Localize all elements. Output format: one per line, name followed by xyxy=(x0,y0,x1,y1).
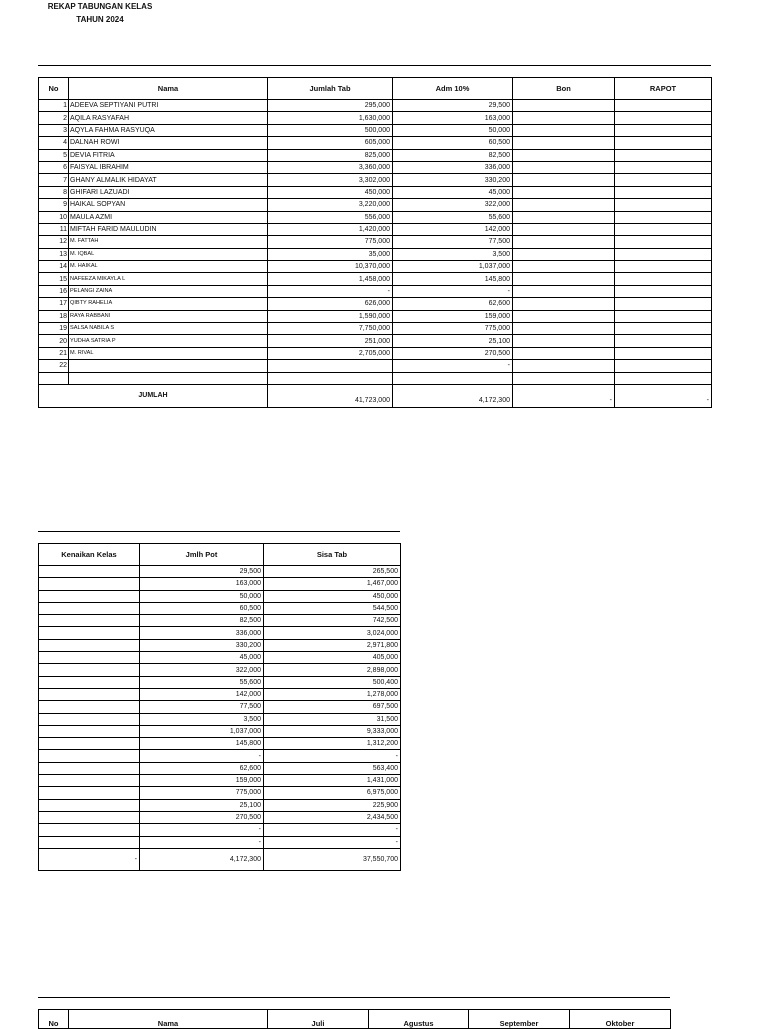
cell-jumlah-tab: 1,458,000 xyxy=(268,273,393,285)
cell-jmlh-pot: 60,500 xyxy=(140,602,264,614)
table-row xyxy=(39,725,401,737)
cell-adm: 50,000 xyxy=(393,124,513,136)
cell-nama: QIBTY RAHELIA xyxy=(69,298,268,310)
cell-bon xyxy=(513,347,615,359)
cell-nama: GHIFARI LAZUADI xyxy=(69,186,268,198)
cell-no: 7 xyxy=(39,174,69,186)
cell-jmlh-pot: 77,500 xyxy=(140,701,264,713)
table-row xyxy=(39,161,712,173)
cell-no: 6 xyxy=(39,161,69,173)
cell-rapot xyxy=(615,137,712,149)
cell-nama: FAISYAL IBRAHIM xyxy=(69,161,268,173)
cell-nama: AQILA RASYAFAH xyxy=(69,112,268,124)
cell-bon xyxy=(513,124,615,136)
col-header-jumlah-tab: Jumlah Tab xyxy=(268,78,393,100)
table-header-row xyxy=(39,544,401,566)
cell-bon xyxy=(513,149,615,161)
cell-sisa-tab: 6,975,000 xyxy=(264,787,401,799)
cell-jmlh-pot: - xyxy=(140,836,264,848)
cell-no: 16 xyxy=(39,285,69,297)
cell-nama: MIFTAH FARID MAULUDIN xyxy=(69,223,268,235)
cell-jmlh-pot: 145,800 xyxy=(140,738,264,750)
col-header-no: No xyxy=(39,1010,69,1029)
cell-no: 17 xyxy=(39,298,69,310)
cell-no: 2 xyxy=(39,112,69,124)
cell-rapot xyxy=(615,261,712,273)
cell-bon xyxy=(513,285,615,297)
cell-jumlah-tab: - xyxy=(268,285,393,297)
table-header-row xyxy=(39,1010,671,1029)
table-row xyxy=(39,112,712,124)
col-header-nama: Nama xyxy=(69,1010,268,1029)
cell-kenaikan xyxy=(39,627,140,639)
cell-bon xyxy=(513,137,615,149)
cell-rapot xyxy=(615,347,712,359)
total-row xyxy=(39,848,401,870)
cell-jumlah-tab: 7,750,000 xyxy=(268,323,393,335)
cell-jumlah-tab: 3,360,000 xyxy=(268,161,393,173)
cell-kenaikan xyxy=(39,799,140,811)
cell-sisa-tab: 3,024,000 xyxy=(264,627,401,639)
cell-jumlah-tab: 295,000 xyxy=(268,100,393,112)
cell-bon xyxy=(513,273,615,285)
cell-bon xyxy=(513,261,615,273)
cell-adm: 1,037,000 xyxy=(393,261,513,273)
table-row xyxy=(39,248,712,260)
cell-sisa-tab: 2,971,800 xyxy=(264,639,401,651)
cell-jumlah-tab: 605,000 xyxy=(268,137,393,149)
col-header-juli: Juli xyxy=(268,1010,369,1029)
table-row xyxy=(39,285,712,297)
cell-bon xyxy=(513,310,615,322)
cell-bon xyxy=(513,372,615,384)
cell-adm: 159,000 xyxy=(393,310,513,322)
cell-bon xyxy=(513,112,615,124)
cell-jumlah-tab: 10,370,000 xyxy=(268,261,393,273)
cell-jmlh-pot: 25,100 xyxy=(140,799,264,811)
cell-sisa-tab: 31,500 xyxy=(264,713,401,725)
cell-adm: 322,000 xyxy=(393,199,513,211)
cell-adm: 29,500 xyxy=(393,100,513,112)
cell-bon xyxy=(513,236,615,248)
cell-jumlah-tab: 500,000 xyxy=(268,124,393,136)
cell-no: 15 xyxy=(39,273,69,285)
table-row xyxy=(39,149,712,161)
cell-jmlh-pot: 142,000 xyxy=(140,688,264,700)
cell-rapot xyxy=(615,298,712,310)
table-row xyxy=(39,701,401,713)
monthly-table xyxy=(38,1009,671,1029)
cell-rapot xyxy=(615,285,712,297)
cell-adm: 25,100 xyxy=(393,335,513,347)
cell-adm: 55,600 xyxy=(393,211,513,223)
cell-bon xyxy=(513,161,615,173)
deduction-rows xyxy=(39,566,401,849)
cell-sisa-tab: - xyxy=(264,836,401,848)
cell-no: 4 xyxy=(39,137,69,149)
cell-adm: 82,500 xyxy=(393,149,513,161)
cell-rapot xyxy=(615,149,712,161)
table-row xyxy=(39,811,401,823)
cell-bon xyxy=(513,223,615,235)
cell-adm: 45,000 xyxy=(393,186,513,198)
total-kenaikan: - xyxy=(39,848,140,870)
cell-jmlh-pot: 775,000 xyxy=(140,787,264,799)
cell-nama: M. IQBAL xyxy=(69,248,268,260)
report-year: TAHUN 2024 xyxy=(76,15,124,24)
cell-jumlah-tab xyxy=(268,372,393,384)
report-title-block xyxy=(0,0,200,26)
cell-jmlh-pot: - xyxy=(140,750,264,762)
cell-sisa-tab: 500,400 xyxy=(264,676,401,688)
table-row xyxy=(39,762,401,774)
cell-adm: 330,200 xyxy=(393,174,513,186)
cell-rapot xyxy=(615,186,712,198)
cell-no: 3 xyxy=(39,124,69,136)
cell-sisa-tab: 1,467,000 xyxy=(264,578,401,590)
cell-adm: 145,800 xyxy=(393,273,513,285)
cell-adm: 77,500 xyxy=(393,236,513,248)
total-sisa: 37,550,700 xyxy=(264,848,401,870)
cell-kenaikan xyxy=(39,762,140,774)
cell-jumlah-tab: 556,000 xyxy=(268,211,393,223)
table-row xyxy=(39,787,401,799)
cell-sisa-tab: 1,278,000 xyxy=(264,688,401,700)
cell-rapot xyxy=(615,335,712,347)
cell-sisa-tab: 1,431,000 xyxy=(264,775,401,787)
cell-kenaikan xyxy=(39,578,140,590)
table-row xyxy=(39,199,712,211)
table-header-row xyxy=(39,78,712,100)
cell-kenaikan xyxy=(39,652,140,664)
cell-nama: M. FATTAH xyxy=(69,236,268,248)
cell-adm xyxy=(393,372,513,384)
col-header-adm: Adm 10% xyxy=(393,78,513,100)
cell-sisa-tab: - xyxy=(264,824,401,836)
cell-rapot xyxy=(615,236,712,248)
cell-kenaikan xyxy=(39,824,140,836)
cell-kenaikan xyxy=(39,701,140,713)
cell-bon xyxy=(513,100,615,112)
cell-rapot xyxy=(615,211,712,223)
savings-rows xyxy=(39,100,712,385)
cell-kenaikan xyxy=(39,836,140,848)
cell-kenaikan xyxy=(39,602,140,614)
cell-nama: DALNAH ROWI xyxy=(69,137,268,149)
cell-adm: 775,000 xyxy=(393,323,513,335)
col-header-september: September xyxy=(469,1010,570,1029)
cell-jmlh-pot: 163,000 xyxy=(140,578,264,590)
cell-no: 20 xyxy=(39,335,69,347)
cell-jumlah-tab: 3,220,000 xyxy=(268,199,393,211)
table-row xyxy=(39,836,401,848)
table-row xyxy=(39,578,401,590)
table-row xyxy=(39,310,712,322)
cell-jmlh-pot: 336,000 xyxy=(140,627,264,639)
cell-rapot xyxy=(615,112,712,124)
table-row xyxy=(39,566,401,578)
table-row xyxy=(39,347,712,359)
cell-bon xyxy=(513,211,615,223)
total-label: JUMLAH xyxy=(39,384,268,407)
cell-sisa-tab: 2,434,500 xyxy=(264,811,401,823)
table-row xyxy=(39,335,712,347)
cell-nama: GHANY ALMALIK HIDAYAT xyxy=(69,174,268,186)
cell-rapot xyxy=(615,223,712,235)
cell-sisa-tab: 544,500 xyxy=(264,602,401,614)
cell-jumlah-tab: 35,000 xyxy=(268,248,393,260)
cell-bon xyxy=(513,199,615,211)
cell-sisa-tab: 9,333,000 xyxy=(264,725,401,737)
cell-rapot xyxy=(615,161,712,173)
cell-rapot xyxy=(615,360,712,372)
cell-jumlah-tab: 1,420,000 xyxy=(268,223,393,235)
cell-jumlah-tab: 251,000 xyxy=(268,335,393,347)
cell-nama: SALSA NABILA S xyxy=(69,323,268,335)
cell-sisa-tab: 697,500 xyxy=(264,701,401,713)
table-row xyxy=(39,360,712,372)
cell-jmlh-pot: 159,000 xyxy=(140,775,264,787)
col-header-sisa-tab: Sisa Tab xyxy=(264,544,401,566)
table-row xyxy=(39,615,401,627)
total-jumlah: 41,723,000 xyxy=(268,384,393,407)
cell-rapot xyxy=(615,199,712,211)
cell-jumlah-tab xyxy=(268,360,393,372)
cell-bon xyxy=(513,186,615,198)
cell-sisa-tab: 450,000 xyxy=(264,590,401,602)
cell-rapot xyxy=(615,310,712,322)
cell-kenaikan xyxy=(39,676,140,688)
cell-sisa-tab: 405,000 xyxy=(264,652,401,664)
total-bon: - xyxy=(513,384,615,407)
cell-no: 5 xyxy=(39,149,69,161)
cell-adm: 270,500 xyxy=(393,347,513,359)
cell-no: 14 xyxy=(39,261,69,273)
cell-no: 21 xyxy=(39,347,69,359)
cell-sisa-tab: 265,500 xyxy=(264,566,401,578)
col-header-kenaikan-kelas: Kenaikan Kelas xyxy=(39,544,140,566)
col-header-agustus: Agustus xyxy=(369,1010,469,1029)
table-row xyxy=(39,372,712,384)
cell-jumlah-tab: 775,000 xyxy=(268,236,393,248)
cell-no: 13 xyxy=(39,248,69,260)
col-header-bon: Bon xyxy=(513,78,615,100)
table-row xyxy=(39,186,712,198)
table-row xyxy=(39,100,712,112)
table-row xyxy=(39,824,401,836)
cell-no: 11 xyxy=(39,223,69,235)
cell-sisa-tab: 1,312,200 xyxy=(264,738,401,750)
table-row xyxy=(39,174,712,186)
table-row xyxy=(39,738,401,750)
cell-jumlah-tab: 825,000 xyxy=(268,149,393,161)
cell-adm: 142,000 xyxy=(393,223,513,235)
cell-kenaikan xyxy=(39,664,140,676)
cell-no: 1 xyxy=(39,100,69,112)
cell-sisa-tab: 742,500 xyxy=(264,615,401,627)
report-title: REKAP TABUNGAN KELAS xyxy=(47,2,153,11)
cell-nama: NAFEEZA MIKAYLA L xyxy=(69,273,268,285)
cell-adm: 60,500 xyxy=(393,137,513,149)
cell-bon xyxy=(513,248,615,260)
cell-rapot xyxy=(615,323,712,335)
cell-jmlh-pot: 1,037,000 xyxy=(140,725,264,737)
cell-jmlh-pot: - xyxy=(140,824,264,836)
cell-no: 9 xyxy=(39,199,69,211)
cell-nama: MAULA AZMI xyxy=(69,211,268,223)
table-row xyxy=(39,639,401,651)
cell-sisa-tab: 563,400 xyxy=(264,762,401,774)
cell-jumlah-tab: 450,000 xyxy=(268,186,393,198)
table-row xyxy=(39,223,712,235)
cell-sisa-tab: 225,900 xyxy=(264,799,401,811)
cell-kenaikan xyxy=(39,787,140,799)
total-rapot: - xyxy=(615,384,712,407)
table-row xyxy=(39,590,401,602)
cell-adm: 3,500 xyxy=(393,248,513,260)
cell-kenaikan xyxy=(39,566,140,578)
cell-kenaikan xyxy=(39,738,140,750)
cell-adm: 62,600 xyxy=(393,298,513,310)
cell-no xyxy=(39,372,69,384)
cell-kenaikan xyxy=(39,688,140,700)
total-pot: 4,172,300 xyxy=(140,848,264,870)
cell-jmlh-pot: 62,600 xyxy=(140,762,264,774)
table-row xyxy=(39,137,712,149)
col-header-oktober: Oktober xyxy=(570,1010,671,1029)
table-row xyxy=(39,799,401,811)
table-row xyxy=(39,323,712,335)
cell-kenaikan xyxy=(39,639,140,651)
cell-jumlah-tab: 2,705,000 xyxy=(268,347,393,359)
cell-rapot xyxy=(615,174,712,186)
cell-jmlh-pot: 3,500 xyxy=(140,713,264,725)
cell-nama xyxy=(69,360,268,372)
table-row xyxy=(39,775,401,787)
col-header-rapot: RAPOT xyxy=(615,78,712,100)
cell-rapot xyxy=(615,248,712,260)
total-adm: 4,172,300 xyxy=(393,384,513,407)
table-row xyxy=(39,750,401,762)
cell-jmlh-pot: 29,500 xyxy=(140,566,264,578)
cell-jumlah-tab: 626,000 xyxy=(268,298,393,310)
cell-kenaikan xyxy=(39,811,140,823)
cell-nama: DEVIA FITRIA xyxy=(69,149,268,161)
table-row xyxy=(39,124,712,136)
cell-kenaikan xyxy=(39,725,140,737)
cell-bon xyxy=(513,335,615,347)
cell-nama: YUDHA SATRIA P xyxy=(69,335,268,347)
cell-jumlah-tab: 3,302,000 xyxy=(268,174,393,186)
table-row xyxy=(39,273,712,285)
cell-sisa-tab: 2,898,000 xyxy=(264,664,401,676)
title-underline xyxy=(38,65,711,66)
cell-adm: - xyxy=(393,360,513,372)
cell-jmlh-pot: 82,500 xyxy=(140,615,264,627)
cell-jmlh-pot: 55,600 xyxy=(140,676,264,688)
table-row xyxy=(39,602,401,614)
cell-no: 22 xyxy=(39,360,69,372)
cell-bon xyxy=(513,174,615,186)
table-row xyxy=(39,652,401,664)
cell-kenaikan xyxy=(39,775,140,787)
cell-jmlh-pot: 45,000 xyxy=(140,652,264,664)
cell-nama: PELANGI ZAINA xyxy=(69,285,268,297)
cell-rapot xyxy=(615,372,712,384)
cell-adm: 163,000 xyxy=(393,112,513,124)
cell-nama: AQYLA FAHMA RASYUQA xyxy=(69,124,268,136)
cell-rapot xyxy=(615,100,712,112)
table-row xyxy=(39,236,712,248)
cell-rapot xyxy=(615,273,712,285)
cell-jmlh-pot: 322,000 xyxy=(140,664,264,676)
cell-no: 10 xyxy=(39,211,69,223)
table-row xyxy=(39,676,401,688)
cell-no: 19 xyxy=(39,323,69,335)
table-row xyxy=(39,211,712,223)
cell-nama xyxy=(69,372,268,384)
cell-no: 18 xyxy=(39,310,69,322)
cell-sisa-tab: - xyxy=(264,750,401,762)
cell-nama: RAYA RABBANI xyxy=(69,310,268,322)
cell-no: 12 xyxy=(39,236,69,248)
cell-bon xyxy=(513,323,615,335)
cell-adm: - xyxy=(393,285,513,297)
cell-kenaikan xyxy=(39,590,140,602)
cell-nama: HAIKAL SOPYAN xyxy=(69,199,268,211)
cell-jumlah-tab: 1,630,000 xyxy=(268,112,393,124)
cell-jumlah-tab: 1,590,000 xyxy=(268,310,393,322)
cell-nama: ADEEVA SEPTIYANI PUTRI xyxy=(69,100,268,112)
table-row xyxy=(39,688,401,700)
table-row xyxy=(39,627,401,639)
cell-nama: M. HAIKAL xyxy=(69,261,268,273)
cell-kenaikan xyxy=(39,615,140,627)
table-row xyxy=(39,713,401,725)
col-header-jmlh-pot: Jmlh Pot xyxy=(140,544,264,566)
cell-no: 8 xyxy=(39,186,69,198)
cell-bon xyxy=(513,298,615,310)
cell-kenaikan xyxy=(39,713,140,725)
table-row xyxy=(39,664,401,676)
total-row xyxy=(39,384,712,407)
col-header-nama: Nama xyxy=(69,78,268,100)
cell-rapot xyxy=(615,124,712,136)
cell-bon xyxy=(513,360,615,372)
cell-kenaikan xyxy=(39,750,140,762)
cell-jmlh-pot: 50,000 xyxy=(140,590,264,602)
deduction-table xyxy=(38,543,401,871)
table-row xyxy=(39,298,712,310)
savings-recap-table xyxy=(38,77,712,408)
cell-jmlh-pot: 270,500 xyxy=(140,811,264,823)
cell-adm: 336,000 xyxy=(393,161,513,173)
section2-line xyxy=(38,531,400,532)
section3-line xyxy=(38,997,670,998)
col-header-no: No xyxy=(39,78,69,100)
cell-jmlh-pot: 330,200 xyxy=(140,639,264,651)
cell-nama: M. RIVAL xyxy=(69,347,268,359)
table-row xyxy=(39,261,712,273)
